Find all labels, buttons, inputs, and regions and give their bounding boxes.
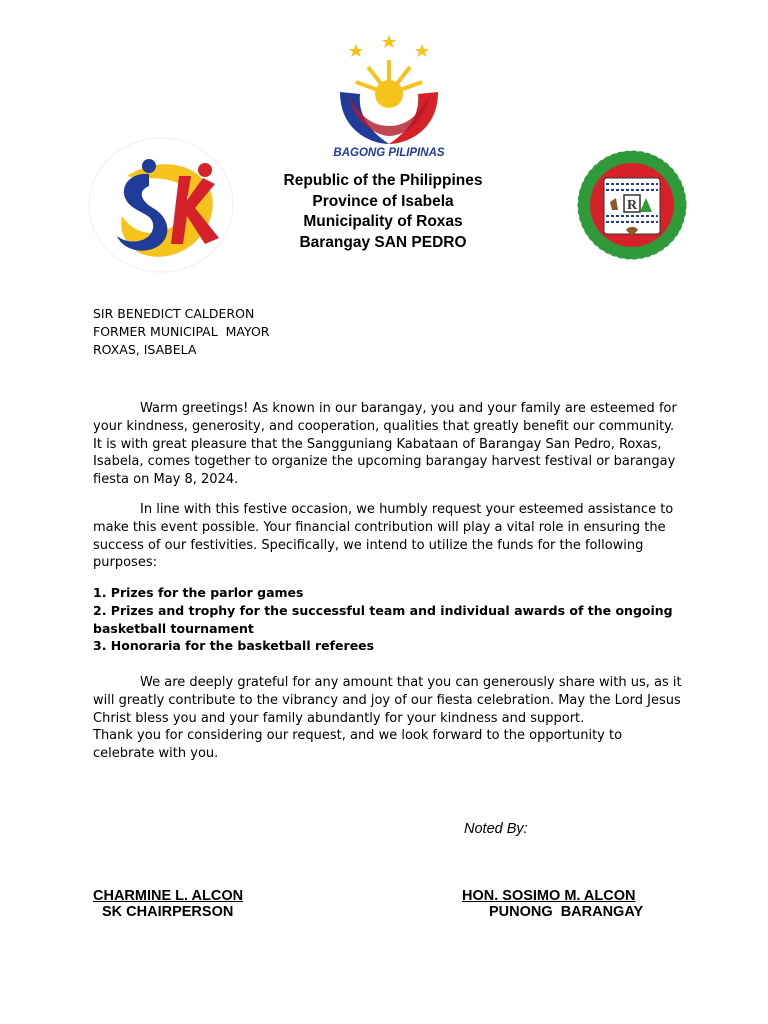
list-item: 3. Honoraria for the basketball referees [93,638,375,654]
bagong-pilipinas-text: BAGONG PILIPINAS [333,147,445,159]
bagong-pilipinas-logo [318,32,460,162]
sk-emblem [87,136,235,274]
addressee-name: SIR BENEDICT CALDERON [93,306,255,321]
noted-by-label: Noted By: [464,821,528,837]
municipal-seal [562,150,702,260]
paragraph-greeting: Warm greetings! As known in our barangay, you and your family are esteemed for your kindness, generosity, and cooperation, qualities that greatly benefit our community. It is with great pleasure that the Sangguniang Kabataan of Barangay San Pedro, Roxas, Isabela, comes together to organize the upcoming barangay harvest festival or barangay fiesta on May 8, 2024. [93,401,677,488]
header-barangay: Barangay SAN PEDRO [299,233,467,251]
letterhead [240,171,526,253]
svg-text:R: R [626,198,638,213]
addressee-location: ROXAS, ISABELA [93,342,197,357]
header-republic: Republic of the Philippines [283,172,483,189]
signatory-left-name: CHARMINE L. ALCON [93,888,244,904]
paragraph-gratitude: We are deeply grateful for any amount that you can generously share with us, as it will greatly contribute to the vibrancy and joy of our fiesta celebration. May the Lord Jesus Christ bless you and your family abundantly for your kindness and support. [93,675,682,726]
municipal-seal-emblem [562,150,702,260]
signatory-right-title: PUNONG BARANGAY [489,904,644,920]
sk-logo [87,136,235,274]
signatory-left [93,888,243,920]
bagong-pilipinas-emblem [318,32,460,162]
signatory-right [462,888,643,920]
paragraph-thanks: Thank you for considering our request, and we look forward to the opportunity to celebrate with you. [93,728,623,761]
header-province: Province of Isabela [312,192,454,210]
list-item: 2. Prizes and trophy for the successful team and individual awards of the ongoing basketball tournament [93,602,673,636]
signatory-left-title: SK CHAIRPERSON [102,904,234,920]
list-item: 1. Prizes for the parlor games [93,585,304,600]
addressee-position: FORMER MUNICIPAL MAYOR [93,324,270,339]
signatory-right-name: HON. SOSIMO M. ALCON [462,888,636,904]
purposes-list [93,584,683,655]
header-municipality: Municipality of Roxas [303,213,463,230]
addressee-block [93,305,269,359]
paragraph-request: In line with this festive occasion, we humbly request your esteemed assistance to make this event possible. Your financial contribution will play a vital role in ensuring the success of our festivities. Specifically, we intend to utilize the funds for the following purposes: [93,502,674,571]
